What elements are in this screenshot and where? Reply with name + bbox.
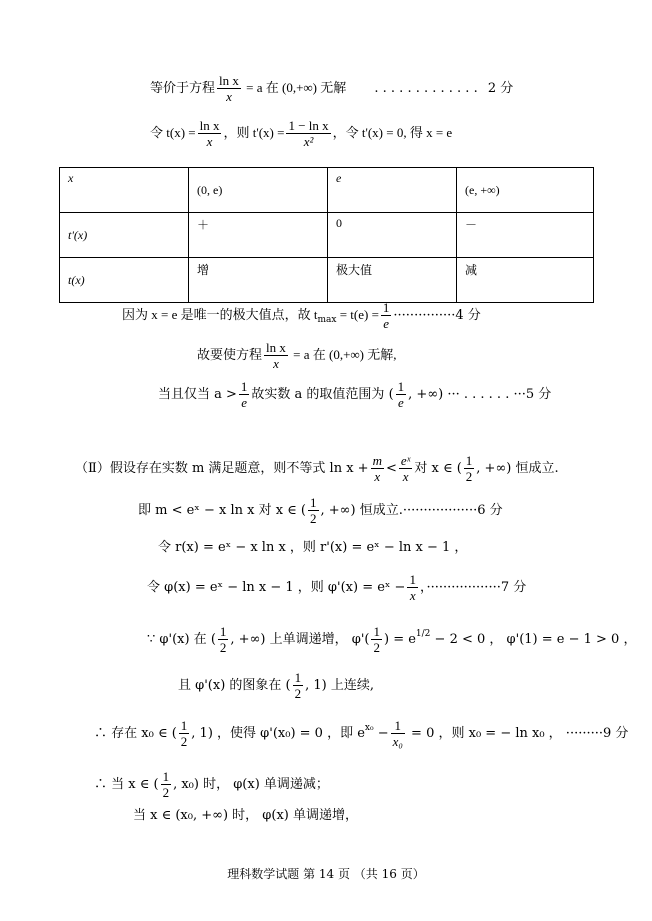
fraction-m-over-x bbox=[371, 453, 384, 484]
text: ，令 t'(x) = 0, 得 x = e bbox=[332, 125, 453, 140]
denominator: x bbox=[273, 356, 279, 371]
exponent: 1/2 bbox=[415, 629, 431, 639]
table-row bbox=[60, 258, 594, 303]
text: 令 t(x) = bbox=[150, 125, 196, 140]
text: 令 φ(x) = eˣ − ln x − 1 ，则 φ'(x) = eˣ − bbox=[147, 580, 406, 595]
text: ∴ 存在 x₀ ∈ ( bbox=[94, 726, 177, 741]
text: ∴ 当 x ∈ ( bbox=[94, 777, 159, 792]
denominator: e bbox=[398, 395, 404, 410]
fraction-one-half bbox=[371, 624, 382, 655]
line-phi-increasing bbox=[133, 808, 358, 824]
text: （Ⅱ）假设存在实数 m 满足题意，则不等式 ln x + bbox=[75, 461, 369, 476]
text: , 1) 上连续, bbox=[305, 678, 374, 693]
table-cell: t(x) bbox=[60, 258, 189, 303]
numerator: 1 bbox=[294, 670, 302, 685]
fraction-lnx-over-x bbox=[198, 118, 222, 149]
denominator: x bbox=[374, 469, 381, 484]
numerator: ln x bbox=[199, 118, 220, 133]
denominator: 2 bbox=[219, 640, 227, 655]
numerator: 1 bbox=[219, 624, 227, 639]
numerator: 1 bbox=[465, 453, 473, 468]
fraction-one-half bbox=[161, 769, 172, 800]
numerator: eˣ bbox=[400, 453, 411, 468]
text: 即 m < eˣ − x ln x 对 x ∈ ( bbox=[138, 503, 306, 518]
denominator: x bbox=[402, 469, 409, 484]
text: , x₀) 时， φ(x) 单调递减； bbox=[173, 777, 329, 792]
numerator: 1 bbox=[382, 300, 390, 315]
table-cell: (e, +∞) bbox=[457, 168, 594, 213]
score-text: ···············4 分 bbox=[393, 308, 481, 323]
variation-table bbox=[59, 167, 594, 303]
numerator: ln x bbox=[266, 340, 286, 355]
text: = a 在 (0,+∞) 无解, bbox=[289, 347, 397, 362]
numerator: 1 bbox=[310, 495, 317, 510]
text: 对 x ∈ ( bbox=[414, 461, 462, 476]
numerator: 1 bbox=[162, 769, 170, 784]
score-text: , +∞) 恒成立.··················6 分 bbox=[320, 503, 503, 518]
fraction-one-half bbox=[218, 624, 229, 655]
fraction-ex-over-x bbox=[399, 453, 412, 484]
table-cell: 极大值 bbox=[328, 258, 457, 303]
denominator: x₀ bbox=[392, 734, 403, 749]
line-continuous bbox=[178, 670, 374, 701]
text: , +∞) 恒成立. bbox=[476, 461, 559, 476]
table-row bbox=[60, 213, 594, 258]
fraction-one-half bbox=[308, 495, 319, 526]
line-phi-prime-increasing bbox=[147, 624, 636, 655]
numerator: 1 − ln x bbox=[288, 118, 329, 133]
numerator: 1 bbox=[397, 379, 405, 394]
text: 故实数 a 的取值范围为 ( bbox=[251, 387, 394, 402]
line-define-phi bbox=[147, 572, 526, 603]
fraction-one-over-e bbox=[396, 379, 407, 410]
table-cell: e bbox=[328, 168, 457, 213]
text: = t(e) = bbox=[336, 307, 379, 322]
denominator: 2 bbox=[162, 785, 170, 800]
line-define-t bbox=[150, 118, 452, 149]
table-cell: 减 bbox=[457, 258, 594, 303]
subscript: max bbox=[317, 315, 337, 325]
fraction-one-over-x bbox=[407, 572, 418, 603]
fraction-one-half bbox=[179, 718, 190, 749]
score-text: = 0 ，则 x₀ = − ln x₀ ， ·········9 分 bbox=[406, 726, 629, 741]
table-cell: － bbox=[457, 213, 594, 258]
table-cell: t'(x) bbox=[60, 213, 189, 258]
line-unique-max bbox=[122, 300, 481, 331]
text: − bbox=[373, 726, 389, 741]
exponent: x₀ bbox=[364, 723, 374, 733]
text: 且 φ'(x) 的图象在 ( bbox=[178, 678, 291, 693]
denominator: 2 bbox=[465, 469, 473, 484]
text: 令 r(x) = eˣ − x ln x ，则 r'(x) = eˣ − ln x − 1 ， bbox=[158, 540, 468, 555]
text: 当 x ∈ (x₀, +∞) 时， φ(x) 单调递增， bbox=[133, 808, 358, 823]
line-range-of-a bbox=[158, 379, 551, 410]
denominator: e bbox=[241, 395, 248, 410]
denominator: 2 bbox=[294, 686, 302, 701]
line-no-solution bbox=[197, 340, 397, 371]
fraction-one-half bbox=[464, 453, 475, 484]
line-phi-decreasing bbox=[94, 769, 329, 800]
line-equivalent-equation bbox=[150, 73, 513, 104]
fraction-one-over-e bbox=[239, 379, 250, 410]
denominator: x bbox=[206, 134, 213, 149]
fraction-lnx-over-x bbox=[264, 340, 288, 371]
score-text: , +∞) ··· . . . . . . ···5 分 bbox=[408, 387, 552, 402]
text: , 1) ，使得 φ'(x₀) = 0 ，即 e bbox=[191, 726, 365, 741]
text: ∵ φ'(x) 在 ( bbox=[147, 632, 216, 647]
table-row bbox=[60, 168, 594, 213]
fraction-one-over-x0 bbox=[391, 718, 405, 749]
table-cell: x bbox=[60, 168, 189, 213]
numerator: 1 bbox=[391, 718, 405, 734]
dots: . . . . . . . . . . . . . bbox=[374, 81, 478, 96]
table-cell: 增 bbox=[189, 258, 328, 303]
fraction-lnx-over-x bbox=[217, 73, 241, 104]
denominator: 2 bbox=[180, 734, 188, 749]
numerator: ln x bbox=[219, 73, 239, 88]
text: 当且仅当 a > bbox=[158, 387, 237, 402]
table-cell: (0, e) bbox=[189, 168, 328, 213]
table-cell: ＋ bbox=[189, 213, 328, 258]
fraction-tprime bbox=[286, 118, 330, 149]
denominator: 2 bbox=[373, 640, 380, 655]
denominator: x bbox=[409, 588, 416, 603]
text: < bbox=[385, 461, 397, 476]
line-part2-assumption bbox=[75, 453, 559, 484]
line-m-inequality bbox=[138, 495, 503, 526]
page-footer: 理科数学试题 第 14 页 （共 16 页） bbox=[227, 867, 425, 881]
text: ) = e bbox=[383, 632, 416, 647]
text: ，则 t'(x) = bbox=[223, 125, 285, 140]
table-cell: 0 bbox=[328, 213, 457, 258]
numerator: 1 bbox=[409, 572, 416, 587]
text: 故要使方程 bbox=[197, 348, 263, 363]
fraction-one-half bbox=[293, 670, 304, 701]
text: 因为 x = e 是唯一的极大值点，故 t bbox=[122, 307, 318, 322]
numerator: 1 bbox=[373, 624, 380, 639]
score-label: 2 分 bbox=[487, 81, 514, 96]
numerator: m bbox=[372, 453, 382, 468]
text: − 2 < 0 ， φ'(1) = e − 1 > 0 ， bbox=[430, 632, 637, 647]
text: , +∞) 上单调递增， φ'( bbox=[230, 632, 370, 647]
denominator: e bbox=[383, 316, 390, 331]
text: = a 在 (0,+∞) 无解 bbox=[242, 80, 347, 95]
text: 等价于方程 bbox=[150, 81, 216, 96]
numerator: 1 bbox=[240, 379, 248, 394]
denominator: x bbox=[226, 89, 232, 104]
denominator: 2 bbox=[310, 511, 317, 526]
score-text: ，··················7 分 bbox=[419, 580, 527, 595]
fraction-one-over-e bbox=[381, 300, 392, 331]
numerator: 1 bbox=[180, 718, 188, 733]
denominator: x² bbox=[303, 134, 314, 149]
line-define-r bbox=[158, 540, 467, 556]
line-exists-x0 bbox=[94, 718, 628, 749]
